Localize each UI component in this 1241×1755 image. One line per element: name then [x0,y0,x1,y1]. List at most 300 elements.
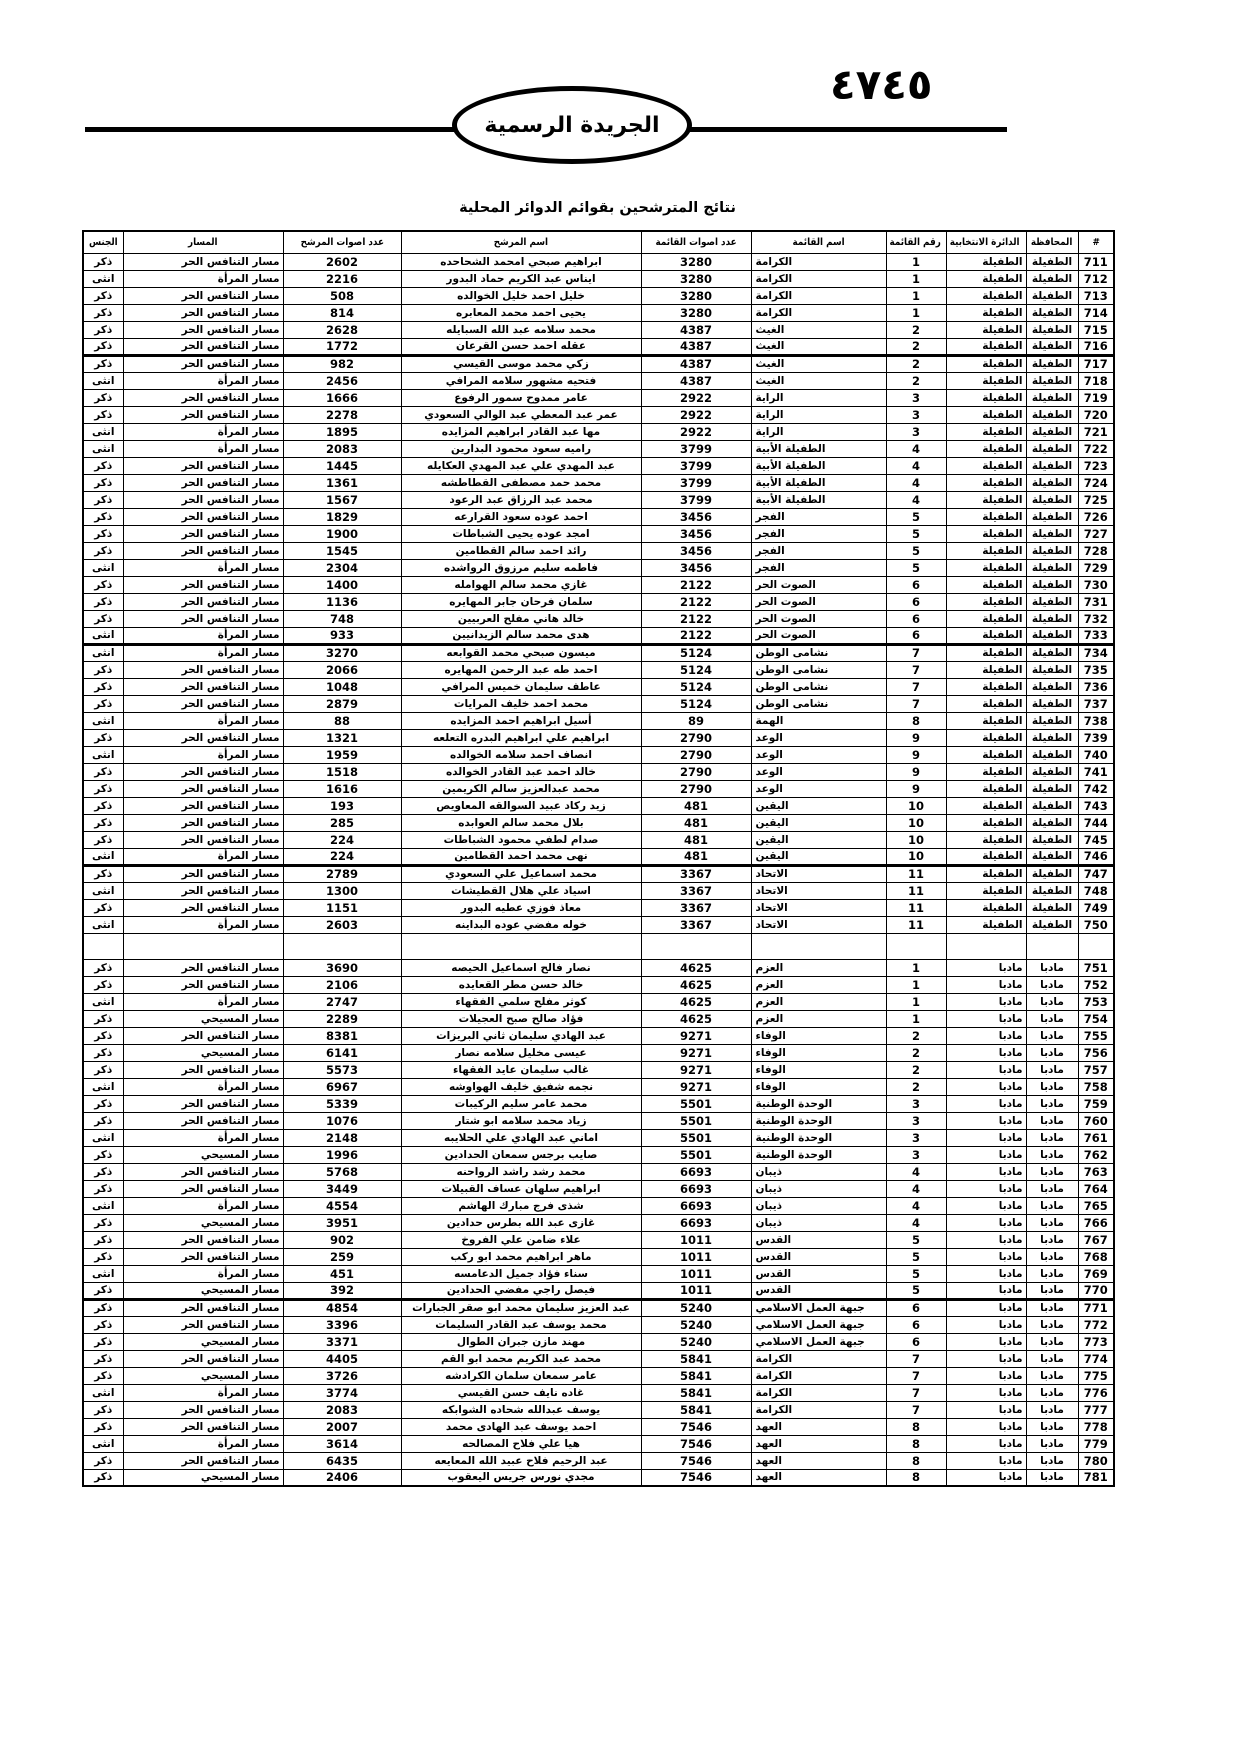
cell-list_name: القدس [751,1265,886,1282]
table-row [83,321,1114,338]
cell-candidate_votes: 2406 [283,1469,401,1486]
table-row [83,389,1114,406]
separator-cell [1026,933,1078,959]
cell-num: 781 [1078,1469,1114,1486]
cell-governorate: مادبا [1026,1350,1078,1367]
cell-district: الطفيلة [946,865,1026,882]
cell-track: مسار التنافس الحر [123,508,283,525]
cell-list_votes: 5240 [641,1299,751,1316]
cell-governorate: الطفيلة [1026,882,1078,899]
cell-num: 774 [1078,1350,1114,1367]
cell-district: مادبا [946,1282,1026,1299]
results-table [82,230,1115,1487]
cell-governorate: الطفيلة [1026,729,1078,746]
cell-district: مادبا [946,1010,1026,1027]
cell-num: 724 [1078,474,1114,491]
cell-track: مسار التنافس الحر [123,1350,283,1367]
cell-gender: ذكر [83,814,123,831]
cell-list_name: اليقين [751,814,886,831]
cell-list_votes: 2790 [641,729,751,746]
cell-gender: انثى [83,1265,123,1282]
cell-list_no: 11 [886,916,946,933]
cell-gender: ذكر [83,287,123,304]
cell-track: مسار التنافس الحر [123,576,283,593]
cell-num: 754 [1078,1010,1114,1027]
cell-list_no: 3 [886,423,946,440]
cell-gender: ذكر [83,661,123,678]
cell-list_no: 4 [886,1180,946,1197]
cell-list_name: الوفاء [751,1027,886,1044]
gazette-logo-label: الجريدة الرسمية [484,112,660,138]
table-row [83,1350,1114,1367]
cell-track: مسار التنافس الحر [123,976,283,993]
table-row [83,882,1114,899]
cell-candidate: احمد عوده سعود القرارعه [401,508,641,525]
cell-governorate: الطفيلة [1026,508,1078,525]
cell-list_name: الكرامة [751,1401,886,1418]
cell-track: مسار التنافس الحر [123,882,283,899]
column-header-num: # [1078,231,1114,253]
cell-governorate: الطفيلة [1026,542,1078,559]
cell-candidate_votes: 1545 [283,542,401,559]
cell-governorate: مادبا [1026,1265,1078,1282]
cell-candidate: ابراهيم صبحي امحمد الشحاحده [401,253,641,270]
cell-candidate: صايب برجس سمعان الحدادين [401,1146,641,1163]
cell-list_name: الراية [751,389,886,406]
cell-list_no: 5 [886,542,946,559]
cell-track: مسار التنافس الحر [123,304,283,321]
cell-num: 740 [1078,746,1114,763]
cell-candidate_votes: 285 [283,814,401,831]
cell-list_name: الاتحاد [751,899,886,916]
cell-track: مسار التنافس الحر [123,1248,283,1265]
cell-candidate_votes: 2289 [283,1010,401,1027]
table-row [83,1231,1114,1248]
cell-track: مسار المسيحي [123,1367,283,1384]
cell-gender: ذكر [83,959,123,976]
cell-gender: ذكر [83,1299,123,1316]
cell-candidate_votes: 2066 [283,661,401,678]
cell-list_no: 4 [886,1163,946,1180]
cell-list_no: 6 [886,610,946,627]
table-row [83,1146,1114,1163]
cell-track: مسار المرأة [123,848,283,865]
cell-list_no: 7 [886,661,946,678]
cell-track: مسار التنافس الحر [123,1112,283,1129]
cell-district: الطفيلة [946,406,1026,423]
cell-track: مسار التنافس الحر [123,831,283,848]
cell-candidate: غازي محمد سالم الهوامله [401,576,641,593]
cell-gender: ذكر [83,1044,123,1061]
cell-district: الطفيلة [946,610,1026,627]
cell-num: 733 [1078,627,1114,644]
cell-list_no: 5 [886,508,946,525]
cell-num: 727 [1078,525,1114,542]
cell-num: 751 [1078,959,1114,976]
column-header-candidate_votes: عدد اصوات المرشح [283,231,401,253]
cell-gender: ذكر [83,576,123,593]
cell-list_name: العزم [751,1010,886,1027]
cell-candidate_votes: 451 [283,1265,401,1282]
cell-num: 763 [1078,1163,1114,1180]
cell-district: مادبا [946,1231,1026,1248]
cell-list_name: الكرامة [751,287,886,304]
cell-district: الطفيلة [946,474,1026,491]
cell-district: الطفيلة [946,712,1026,729]
table-row [83,780,1114,797]
cell-list_no: 1 [886,287,946,304]
table-row [83,304,1114,321]
cell-list_no: 10 [886,848,946,865]
cell-list_name: الفجر [751,559,886,576]
cell-track: مسار التنافس الحر [123,899,283,916]
cell-track: مسار التنافس الحر [123,763,283,780]
cell-track: مسار التنافس الحر [123,1061,283,1078]
cell-district: مادبا [946,1333,1026,1350]
cell-list_no: 11 [886,865,946,882]
cell-candidate_votes: 1895 [283,423,401,440]
cell-candidate: خليل احمد خليل الخوالده [401,287,641,304]
cell-candidate: علاء ضامن علي الفروخ [401,1231,641,1248]
cell-track: مسار التنافس الحر [123,1027,283,1044]
cell-num: 756 [1078,1044,1114,1061]
cell-candidate: محمد يوسف عبد القادر السليمات [401,1316,641,1333]
cell-list_no: 6 [886,593,946,610]
cell-candidate: نصار فالح اسماعيل الحيصه [401,959,641,976]
cell-governorate: الطفيلة [1026,474,1078,491]
cell-district: الطفيلة [946,695,1026,712]
cell-governorate: الطفيلة [1026,678,1078,695]
cell-candidate: معاذ فوزي عطيه البدور [401,899,641,916]
cell-track: مسار التنافس الحر [123,678,283,695]
cell-track: مسار التنافس الحر [123,389,283,406]
cell-track: مسار المرأة [123,746,283,763]
cell-candidate_votes: 508 [283,287,401,304]
cell-list_votes: 3280 [641,287,751,304]
column-header-list_name: اسم القائمة [751,231,886,253]
cell-track: مسار المرأة [123,712,283,729]
gazette-logo [452,86,692,164]
cell-track: مسار المرأة [123,1265,283,1282]
cell-candidate_votes: 1567 [283,491,401,508]
cell-candidate_votes: 224 [283,831,401,848]
cell-track: مسار المسيحي [123,1146,283,1163]
cell-district: الطفيلة [946,491,1026,508]
cell-list_votes: 3280 [641,270,751,287]
cell-district: مادبا [946,1265,1026,1282]
cell-governorate: مادبا [1026,993,1078,1010]
cell-list_name: ذيبان [751,1197,886,1214]
cell-list_votes: 481 [641,831,751,848]
table-row [83,712,1114,729]
cell-candidate_votes: 1300 [283,882,401,899]
cell-list_votes: 7546 [641,1418,751,1435]
cell-list_no: 6 [886,627,946,644]
cell-track: مسار التنافس الحر [123,1452,283,1469]
cell-candidate_votes: 1666 [283,389,401,406]
cell-candidate: فتحيه مشهور سلامه المرافي [401,372,641,389]
cell-district: مادبا [946,1112,1026,1129]
cell-list_votes: 3280 [641,304,751,321]
cell-list_no: 1 [886,993,946,1010]
cell-candidate_votes: 2456 [283,372,401,389]
cell-track: مسار المرأة [123,1078,283,1095]
table-header-row [83,231,1114,253]
cell-list_votes: 2922 [641,406,751,423]
cell-num: 743 [1078,797,1114,814]
table-row [83,916,1114,933]
cell-num: 753 [1078,993,1114,1010]
cell-gender: انثى [83,270,123,287]
cell-district: مادبا [946,1163,1026,1180]
cell-district: الطفيلة [946,848,1026,865]
cell-candidate_votes: 8381 [283,1027,401,1044]
cell-list_no: 5 [886,1248,946,1265]
separator-cell [751,933,886,959]
cell-candidate_votes: 2747 [283,993,401,1010]
cell-track: مسار المسيحي [123,1214,283,1231]
cell-candidate_votes: 1829 [283,508,401,525]
cell-governorate: مادبا [1026,1384,1078,1401]
table-row [83,1112,1114,1129]
cell-governorate: الطفيلة [1026,491,1078,508]
cell-candidate: زيد ركاد عبيد السوالقه المعاويص [401,797,641,814]
cell-list_name: الصوت الحر [751,576,886,593]
cell-num: 721 [1078,423,1114,440]
cell-list_no: 5 [886,1231,946,1248]
cell-track: مسار التنافس الحر [123,1180,283,1197]
table-row [83,1469,1114,1486]
cell-list_votes: 9271 [641,1061,751,1078]
cell-list_votes: 2122 [641,593,751,610]
cell-list_votes: 3367 [641,916,751,933]
cell-num: 735 [1078,661,1114,678]
cell-gender: انثى [83,882,123,899]
cell-num: 771 [1078,1299,1114,1316]
cell-candidate: غازى عبد الله بطرس حدادين [401,1214,641,1231]
cell-num: 779 [1078,1435,1114,1452]
cell-list_name: الصوت الحر [751,593,886,610]
cell-candidate_votes: 5339 [283,1095,401,1112]
cell-candidate: سناء فؤاد جميل الدعامسه [401,1265,641,1282]
cell-governorate: مادبا [1026,1282,1078,1299]
cell-gender: انثى [83,627,123,644]
cell-gender: ذكر [83,695,123,712]
cell-list_name: الكرامة [751,304,886,321]
cell-list_votes: 3280 [641,253,751,270]
cell-candidate_votes: 6435 [283,1452,401,1469]
cell-governorate: الطفيلة [1026,440,1078,457]
cell-candidate: زكي محمد موسى القيسي [401,355,641,372]
separator-cell [401,933,641,959]
cell-district: مادبا [946,1316,1026,1333]
cell-candidate_votes: 3270 [283,644,401,661]
cell-list_votes: 1011 [641,1265,751,1282]
cell-gender: ذكر [83,976,123,993]
cell-candidate_votes: 193 [283,797,401,814]
separator-cell [1078,933,1114,959]
cell-track: مسار المسيحي [123,1044,283,1061]
cell-governorate: مادبا [1026,1163,1078,1180]
cell-gender: ذكر [83,1231,123,1248]
cell-track: مسار المرأة [123,627,283,644]
cell-district: مادبا [946,1044,1026,1061]
cell-list_votes: 7546 [641,1435,751,1452]
table-row [83,593,1114,610]
cell-list_votes: 3456 [641,559,751,576]
cell-list_votes: 5501 [641,1129,751,1146]
cell-gender: ذكر [83,1010,123,1027]
cell-num: 772 [1078,1316,1114,1333]
cell-list_no: 4 [886,491,946,508]
cell-governorate: الطفيلة [1026,457,1078,474]
cell-gender: ذكر [83,389,123,406]
cell-list_votes: 481 [641,814,751,831]
cell-num: 729 [1078,559,1114,576]
cell-candidate_votes: 3774 [283,1384,401,1401]
cell-num: 766 [1078,1214,1114,1231]
separator-cell [641,933,751,959]
cell-list_no: 8 [886,1435,946,1452]
cell-governorate: مادبا [1026,1316,1078,1333]
cell-list_no: 2 [886,1044,946,1061]
cell-list_no: 8 [886,1469,946,1486]
cell-list_no: 6 [886,1316,946,1333]
cell-list_no: 7 [886,678,946,695]
cell-track: مسار المسيحي [123,1282,283,1299]
cell-list_name: الطفيلة الأبية [751,474,886,491]
cell-candidate: فيصل راجي مفضي الحدادين [401,1282,641,1299]
cell-governorate: الطفيلة [1026,304,1078,321]
cell-list_no: 7 [886,1350,946,1367]
cell-candidate: عبد الهادي سليمان ثاني البريزات [401,1027,641,1044]
cell-list_votes: 481 [641,848,751,865]
cell-num: 746 [1078,848,1114,865]
cell-num: 773 [1078,1333,1114,1350]
cell-list_no: 10 [886,831,946,848]
cell-candidate: ميسون صبحي محمد القوابعه [401,644,641,661]
cell-candidate: محمد احمد خليف المرايات [401,695,641,712]
cell-district: الطفيلة [946,780,1026,797]
table-row [83,1299,1114,1316]
cell-list_no: 3 [886,1095,946,1112]
table-row [83,270,1114,287]
cell-list_votes: 4625 [641,959,751,976]
cell-gender: ذكر [83,338,123,355]
cell-district: الطفيلة [946,661,1026,678]
cell-candidate_votes: 4405 [283,1350,401,1367]
cell-governorate: الطفيلة [1026,321,1078,338]
cell-list_name: الكرامة [751,1384,886,1401]
cell-track: مسار المرأة [123,1129,283,1146]
cell-candidate_votes: 1151 [283,899,401,916]
cell-governorate: مادبا [1026,1418,1078,1435]
cell-governorate: الطفيلة [1026,899,1078,916]
cell-district: مادبا [946,1129,1026,1146]
cell-gender: ذكر [83,678,123,695]
cell-candidate_votes: 902 [283,1231,401,1248]
cell-gender: انثى [83,1078,123,1095]
separator-cell [283,933,401,959]
cell-governorate: مادبا [1026,1469,1078,1486]
table-row [83,355,1114,372]
cell-candidate: ابراهيم علي ابراهيم البدره التعلعه [401,729,641,746]
cell-gender: ذكر [83,1316,123,1333]
cell-list_votes: 2922 [641,389,751,406]
cell-list_no: 7 [886,1384,946,1401]
cell-list_no: 1 [886,959,946,976]
cell-candidate_votes: 4854 [283,1299,401,1316]
cell-list_name: العزم [751,976,886,993]
cell-district: الطفيلة [946,253,1026,270]
cell-list_votes: 5841 [641,1367,751,1384]
cell-track: مسار التنافس الحر [123,406,283,423]
cell-list_name: الكرامة [751,1367,886,1384]
results-table-body [83,253,1114,1486]
cell-candidate_votes: 2602 [283,253,401,270]
cell-list_no: 1 [886,253,946,270]
cell-list_votes: 6693 [641,1197,751,1214]
cell-list_votes: 5124 [641,695,751,712]
cell-list_name: الوحدة الوطنية [751,1129,886,1146]
cell-num: 758 [1078,1078,1114,1095]
cell-gender: ذكر [83,1469,123,1486]
cell-governorate: مادبا [1026,1027,1078,1044]
cell-district: مادبا [946,1027,1026,1044]
cell-governorate: الطفيلة [1026,389,1078,406]
cell-list_votes: 3367 [641,882,751,899]
cell-num: 726 [1078,508,1114,525]
cell-candidate: عقله احمد حسن القرعان [401,338,641,355]
cell-candidate_votes: 1136 [283,593,401,610]
cell-district: مادبا [946,1146,1026,1163]
cell-list_no: 2 [886,338,946,355]
table-row [83,1435,1114,1452]
cell-num: 770 [1078,1282,1114,1299]
cell-candidate_votes: 2879 [283,695,401,712]
cell-district: الطفيلة [946,287,1026,304]
table-row [83,797,1114,814]
cell-candidate: أسيل ابراهيم احمد المزايده [401,712,641,729]
cell-gender: انثى [83,1435,123,1452]
cell-list_votes: 9271 [641,1044,751,1061]
table-row [83,423,1114,440]
cell-gender: ذكر [83,1350,123,1367]
cell-district: الطفيلة [946,899,1026,916]
cell-list_name: جبهة العمل الاسلامي [751,1316,886,1333]
cell-num: 764 [1078,1180,1114,1197]
cell-candidate_votes: 4554 [283,1197,401,1214]
cell-district: الطفيلة [946,372,1026,389]
cell-candidate: نجمه شفيق خليف الهواوشه [401,1078,641,1095]
cell-list_no: 9 [886,780,946,797]
cell-gender: انثى [83,993,123,1010]
cell-candidate_votes: 224 [283,848,401,865]
cell-list_no: 7 [886,695,946,712]
cell-list_name: ذيبان [751,1180,886,1197]
cell-candidate: امجد عوده يحيى الشباطات [401,525,641,542]
table-title: نتائج المترشحين بقوائم الدوائر المحلية [459,200,736,216]
cell-num: 755 [1078,1027,1114,1044]
table-row [83,491,1114,508]
cell-track: مسار التنافس الحر [123,338,283,355]
table-row [83,508,1114,525]
cell-list_name: الوحدة الوطنية [751,1146,886,1163]
cell-candidate: عامر ممدوح سمور الرفوع [401,389,641,406]
cell-gender: ذكر [83,1452,123,1469]
cell-gender: انثى [83,712,123,729]
table-row [83,525,1114,542]
